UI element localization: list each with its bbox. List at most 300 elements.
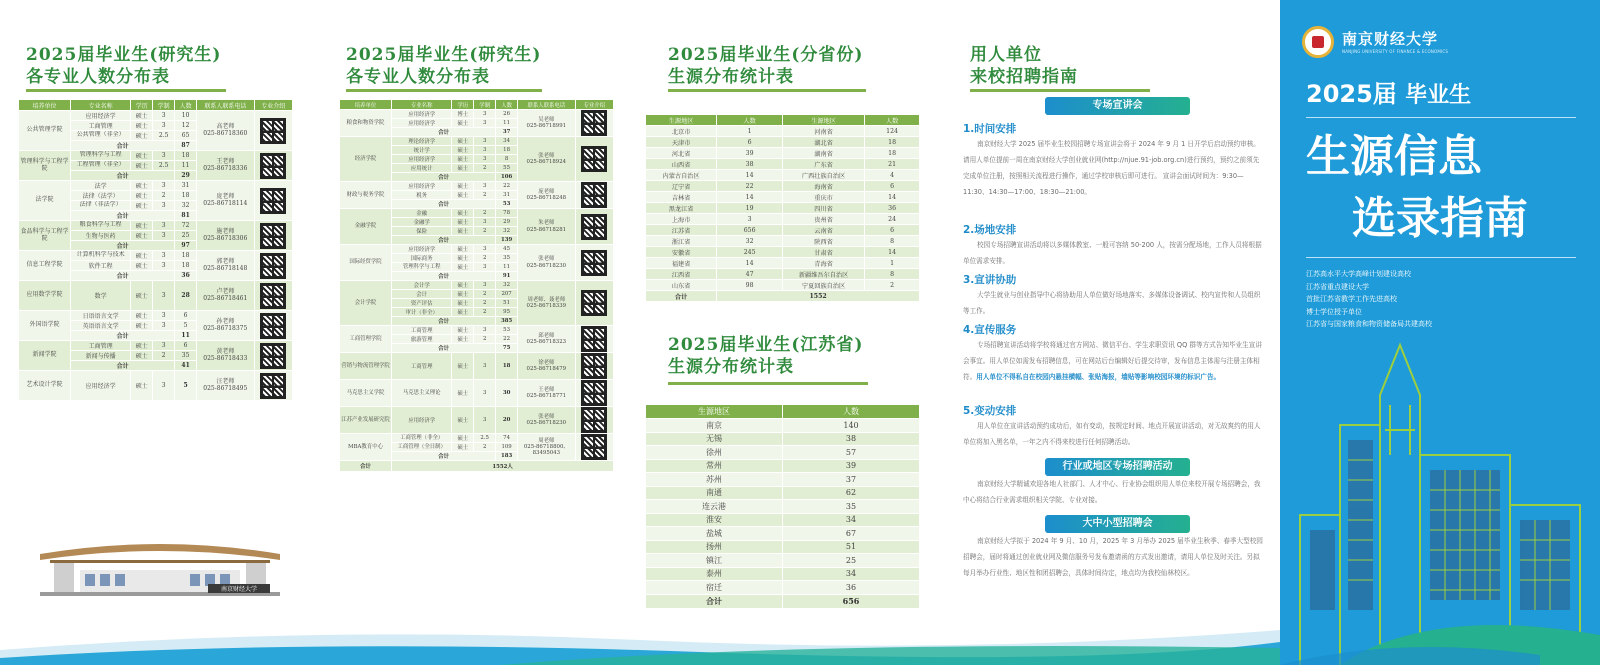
province-name: 福建省 [646, 258, 717, 269]
jiangsu-row [646, 500, 920, 514]
jiangsu-row [646, 486, 920, 500]
degree-cell: 硕士 [131, 371, 153, 401]
province-name: 云南省 [782, 225, 864, 236]
subtotal-label: 合计 [71, 241, 175, 251]
cover-tag: 博士学位授予单位 [1306, 307, 1362, 316]
pill-info-session: 专场宣讲会 [1045, 97, 1190, 115]
major-cell: 公共管理（非全） [71, 131, 131, 141]
years-cell: 3 [153, 121, 175, 131]
degree-cell: 硕士 [131, 191, 153, 201]
count-cell: 20 [496, 407, 518, 434]
degree-cell: 硕士 [452, 191, 474, 200]
province-row [646, 236, 920, 247]
major-cell: 英语语言文学 [71, 321, 131, 331]
degree-cell: 硕士 [452, 137, 474, 146]
unit-cell: MBA教育中心 [340, 434, 392, 461]
subtotal-value: 97 [175, 241, 197, 251]
major-cell: 应用经济学 [392, 245, 452, 254]
city-count: 34 [783, 513, 920, 527]
panel-grad-majors-1 [0, 0, 312, 665]
years-cell: 2.5 [474, 434, 496, 443]
table-row [340, 209, 614, 218]
university-name: 南京财经大学 [1342, 30, 1439, 48]
city-name: 宿迁 [646, 581, 783, 595]
province-row [646, 137, 920, 148]
panel4-heading [970, 44, 1078, 88]
province-name: 湖南省 [782, 148, 864, 159]
qr-cell [254, 281, 292, 311]
years-cell: 3 [153, 111, 175, 121]
jiangsu-row [646, 459, 920, 473]
degree-cell: 硕士 [452, 326, 474, 335]
table-row [340, 353, 614, 380]
panel2-title-line1: 2025届毕业生(研究生) [346, 45, 542, 65]
major-cell: 计算机科学与技术 [71, 251, 131, 261]
subtotal-label: 合计 [392, 272, 496, 281]
years-cell: 3 [474, 263, 496, 272]
province-name: 安徽省 [646, 247, 717, 258]
contact-cell: 郭老师 025-86718148 [197, 251, 255, 281]
years-cell: 3 [474, 281, 496, 290]
qr-code-icon [260, 223, 286, 249]
qr-cell [575, 281, 613, 326]
table-row [19, 181, 293, 191]
cover-tag: 江苏省与国家粮食和物资储备局共建高校 [1306, 320, 1432, 328]
city-count: 35 [783, 500, 920, 514]
province-name: 甘肃省 [782, 247, 864, 258]
major-cell: 应用统计 [392, 164, 452, 173]
province-name: 江苏省 [646, 225, 717, 236]
count-cell: 31 [175, 181, 197, 191]
column-header: 生源地区 [782, 115, 864, 126]
count-cell: 78 [496, 209, 518, 218]
degree-cell: 硕士 [131, 131, 153, 141]
qr-cell [254, 151, 292, 181]
years-cell: 3 [474, 245, 496, 254]
province-name: 宁夏回族自治区 [782, 280, 864, 291]
years-cell: 3 [474, 137, 496, 146]
major-cell: 法学 [71, 181, 131, 191]
province-name: 浙江省 [646, 236, 717, 247]
years-cell: 3 [153, 261, 175, 271]
major-cell: 税务 [392, 191, 452, 200]
province-name: 山东省 [646, 280, 717, 291]
subtotal-value: 91 [496, 272, 518, 281]
degree-cell: 硕士 [452, 182, 474, 191]
qr-code-icon [581, 290, 607, 316]
major-cell: 应用经济学 [392, 407, 452, 434]
years-cell: 2.5 [153, 161, 175, 171]
guide-heading-bar [970, 89, 1150, 92]
city-count: 51 [783, 540, 920, 554]
count-cell: 12 [175, 121, 197, 131]
province-count: 14 [865, 247, 920, 258]
degree-cell: 硕士 [452, 443, 474, 452]
years-cell: 3 [474, 119, 496, 128]
province-name: 天津市 [646, 137, 717, 148]
province-name: 广西壮族自治区 [782, 170, 864, 181]
years-cell: 2.5 [153, 131, 175, 141]
panel3-jiangsu-heading [668, 334, 863, 378]
unit-cell: 公共管理学院 [19, 111, 71, 151]
years-cell: 3 [474, 218, 496, 227]
qr-code-icon [581, 353, 607, 379]
subtotal-label: 合计 [392, 344, 496, 353]
jiangsu-row [646, 419, 920, 433]
contact-cell: 张老师 025-86718230 [518, 407, 576, 434]
major-cell: 审计（非全） [392, 308, 452, 317]
degree-cell: 硕士 [131, 321, 153, 331]
degree-cell: 硕士 [452, 290, 474, 299]
count-cell: 53 [496, 326, 518, 335]
major-cell: 资产评估 [392, 299, 452, 308]
count-cell: 26 [496, 110, 518, 119]
major-cell: 生物与医药 [71, 231, 131, 241]
count-cell: 18 [175, 191, 197, 201]
qr-code-icon [581, 434, 607, 460]
jiangsu-total-row [646, 594, 920, 608]
major-cell: 粮食科学与工程 [71, 221, 131, 231]
jiangsu-heading-bar [668, 382, 868, 385]
years-cell: 2 [474, 254, 496, 263]
contact-cell: 王老师 025-86718336 [197, 151, 255, 181]
degree-cell: 硕士 [452, 263, 474, 272]
province-name: 北京市 [646, 126, 717, 137]
province-row [646, 258, 920, 269]
province-heading-bar [668, 89, 866, 92]
count-cell: 55 [496, 164, 518, 173]
promo-text-highlight: 用人单位不得私自在校园内悬挂横幅、张贴海报，墙贴等影响校园环境的标识广告。 [976, 373, 1221, 381]
city-count: 67 [783, 527, 920, 541]
years-cell: 3 [474, 110, 496, 119]
table-row [340, 380, 614, 407]
years-cell: 3 [474, 182, 496, 191]
province-total-value: 1552 [717, 291, 920, 302]
unit-cell: 法学院 [19, 181, 71, 221]
years-cell: 2 [474, 164, 496, 173]
degree-cell: 硕士 [452, 146, 474, 155]
contact-cell: 汪老师 025-86718495 [197, 371, 255, 401]
city-name: 泰州 [646, 567, 783, 581]
table-row [19, 251, 293, 261]
city-count: 25 [783, 554, 920, 568]
degree-cell: 硕士 [452, 281, 474, 290]
city-name: 苏州 [646, 473, 783, 487]
degree-cell: 硕士 [452, 209, 474, 218]
unit-cell: 金融学院 [340, 209, 392, 245]
city-count: 34 [783, 567, 920, 581]
table-row [340, 137, 614, 146]
province-name: 广东省 [782, 159, 864, 170]
unit-cell: 应用数学学院 [19, 281, 71, 311]
section-change-text: 用人单位在宣讲活动预约成功后，如有变动，按规定时间、地点开展宣讲活动，对无故爽约的用人单位将加入黑名单，一年之内不得来校进行任何招聘活动。 [963, 422, 1261, 446]
degree-cell: 硕士 [452, 308, 474, 317]
province-row [646, 192, 920, 203]
column-header: 学制 [474, 100, 496, 110]
years-cell: 3 [153, 321, 175, 331]
city-name: 无锡 [646, 432, 783, 446]
major-cell: 保险 [392, 227, 452, 236]
cover-big-title-2: 选录指南 [1352, 193, 1528, 244]
pill-job-fair: 大中小型招聘会 [1045, 515, 1190, 533]
panel-recruitment-guide [960, 0, 1280, 665]
jiangsu-row [646, 513, 920, 527]
table-row [340, 110, 614, 119]
years-cell: 3 [153, 221, 175, 231]
qr-code-icon [581, 214, 607, 240]
city-name: 南通 [646, 486, 783, 500]
city-count: 39 [783, 459, 920, 473]
cover-divider-top [1306, 117, 1576, 118]
qr-cell [575, 407, 613, 434]
jiangsu-row [646, 432, 920, 446]
province-name: 重庆市 [782, 192, 864, 203]
major-cell: 工商管理 [392, 353, 452, 380]
subtotal-label: 合计 [71, 361, 175, 371]
years-cell: 2 [474, 335, 496, 344]
degree-cell: 硕士 [452, 434, 474, 443]
province-count: 4 [865, 170, 920, 181]
job-fair-text: 南京财经大学拟于 2024 年 9 月、10 月，2025 年 3 月举办 2025 届毕业生秋季、春季大型校园招聘会，届时将通过创业就业网及微信服务号发布邀请函的方式发出邀请，请用人单位及时关注。另拟每月举办行业性、地区性和团招聘会，具体时间待定，地点均为我校仙林校区。 [963, 537, 1263, 577]
column-header: 生源地区 [646, 405, 783, 419]
count-cell: 74 [496, 434, 518, 443]
gate-sign-text: 南京财经大学 [220, 586, 258, 593]
province-name: 山西省 [646, 159, 717, 170]
degree-cell: 硕士 [131, 121, 153, 131]
qr-cell [575, 434, 613, 461]
unit-cell: 工商管理学院 [340, 326, 392, 353]
province-count: 14 [717, 192, 783, 203]
province-count: 39 [717, 148, 783, 159]
count-cell: 25 [175, 231, 197, 241]
province-count: 14 [865, 192, 920, 203]
province-name: 内蒙古自治区 [646, 170, 717, 181]
qr-code-icon [581, 407, 607, 433]
subtotal-value: 75 [496, 344, 518, 353]
city-count: 57 [783, 446, 920, 460]
years-cell: 2 [474, 299, 496, 308]
degree-cell: 硕士 [452, 353, 474, 380]
grand-total-value: 1552人 [392, 461, 614, 472]
column-header: 专业介绍 [575, 100, 613, 110]
cover-big-title-1: 生源信息 [1306, 131, 1482, 182]
province-count: 22 [717, 181, 783, 192]
table-header-row [340, 100, 614, 110]
panel-province-stats [640, 0, 950, 665]
column-header: 联系人联系电话 [197, 100, 255, 111]
subtotal-label: 合计 [71, 141, 175, 151]
table-row [340, 407, 614, 434]
years-cell: 3 [153, 341, 175, 351]
contact-cell: 王老师 025-86718771 [518, 380, 576, 407]
province-count: 98 [717, 280, 783, 291]
qr-code-icon [260, 313, 286, 339]
province-count: 18 [865, 137, 920, 148]
grand-total-row [340, 461, 614, 472]
province-count: 656 [717, 225, 783, 236]
table-row [19, 341, 293, 351]
major-cell: 应用经济学 [392, 119, 452, 128]
count-cell: 72 [175, 221, 197, 231]
qr-code-icon [260, 343, 286, 369]
province-row [646, 181, 920, 192]
years-cell: 3 [153, 181, 175, 191]
column-header: 培养单位 [19, 100, 71, 111]
years-cell: 2 [474, 191, 496, 200]
province-count: 19 [717, 203, 783, 214]
major-cell: 统计学 [392, 146, 452, 155]
years-cell: 2 [153, 351, 175, 361]
degree-cell: 硕士 [131, 231, 153, 241]
province-count: 36 [865, 203, 920, 214]
province-row [646, 280, 920, 291]
count-cell: 11 [496, 119, 518, 128]
column-header: 人数 [496, 100, 518, 110]
subtotal-value: 29 [175, 171, 197, 181]
subtotal-label: 合计 [71, 171, 175, 181]
count-cell: 34 [496, 137, 518, 146]
jiangsu-row [646, 527, 920, 541]
count-cell: 18 [496, 146, 518, 155]
years-cell: 2 [474, 443, 496, 452]
panel3-province-heading [668, 44, 863, 88]
table-row [340, 245, 614, 254]
degree-cell: 硕士 [131, 281, 153, 311]
section-time-title: 1.时间安排 [963, 123, 1017, 135]
degree-cell: 硕士 [131, 151, 153, 161]
degree-cell: 硕士 [131, 351, 153, 361]
years-cell: 2 [153, 191, 175, 201]
unit-cell: 艺术设计学院 [19, 371, 71, 401]
degree-cell: 硕士 [131, 251, 153, 261]
degree-cell: 硕士 [452, 335, 474, 344]
province-total-label: 合计 [646, 291, 717, 302]
panel1-title-line2: 各专业人数分布表 [26, 67, 170, 87]
major-cell: 会计学 [392, 281, 452, 290]
degree-cell: 硕士 [452, 155, 474, 164]
degree-cell: 硕士 [452, 119, 474, 128]
province-count: 124 [865, 126, 920, 137]
degree-cell: 硕士 [452, 245, 474, 254]
panel-grad-majors-2 [320, 0, 630, 665]
years-cell: 3 [474, 155, 496, 164]
contact-cell: 庞老师 025-86718248 [518, 182, 576, 209]
qr-code-icon [581, 182, 607, 208]
count-cell: 18 [496, 353, 518, 380]
subtotal-value: 37 [496, 128, 518, 137]
column-header: 学历 [131, 100, 153, 111]
column-header: 专业名称 [71, 100, 131, 111]
qr-cell [575, 182, 613, 209]
years-cell: 3 [474, 407, 496, 434]
qr-code-icon [581, 146, 607, 172]
province-count: 6 [717, 137, 783, 148]
years-cell: 3 [474, 146, 496, 155]
province-count: 14 [717, 170, 783, 181]
qr-cell [575, 326, 613, 353]
subtotal-value: 11 [175, 331, 197, 341]
province-count: 2 [865, 280, 920, 291]
province-row [646, 170, 920, 181]
count-cell: 22 [496, 182, 518, 191]
major-cell: 国际商务 [392, 254, 452, 263]
count-cell: 18 [175, 151, 197, 161]
years-cell: 2 [474, 209, 496, 218]
table-row [19, 151, 293, 161]
qr-code-icon [581, 250, 607, 276]
degree-cell: 硕士 [131, 181, 153, 191]
degree-cell: 硕士 [131, 311, 153, 321]
major-cell: 金融学 [392, 218, 452, 227]
panel2-heading [346, 44, 541, 88]
province-title-line1: 2025届毕业生(分省份) [668, 45, 864, 65]
province-title-line2: 生源分布统计表 [668, 67, 794, 87]
subtotal-value: 53 [496, 200, 518, 209]
contact-cell: 朱老师 025-86718281 [518, 209, 576, 245]
province-total-row [646, 291, 920, 302]
province-name: 吉林省 [646, 192, 717, 203]
years-cell: 2 [474, 308, 496, 317]
qr-cell [254, 371, 292, 401]
qr-cell [575, 353, 613, 380]
count-cell: 22 [496, 335, 518, 344]
grand-total-label: 合计 [340, 461, 392, 472]
qr-cell [254, 341, 292, 371]
contact-cell: 邱老师 025-86718323 [518, 326, 576, 353]
major-cell: 工商管理 [392, 326, 452, 335]
qr-code-icon [581, 326, 607, 352]
unit-cell: 财政与税务学院 [340, 182, 392, 209]
degree-cell: 硕士 [131, 111, 153, 121]
province-name: 辽宁省 [646, 181, 717, 192]
province-count: 1 [865, 258, 920, 269]
count-cell: 109 [496, 443, 518, 452]
table-row [19, 111, 293, 121]
major-cell: 应用经济学 [392, 110, 452, 119]
subtotal-value: 183 [496, 452, 518, 461]
qr-code-icon [260, 253, 286, 279]
jiangsu-row [646, 540, 920, 554]
province-count: 3 [717, 214, 783, 225]
unit-cell: 外国语学院 [19, 311, 71, 341]
city-name: 徐州 [646, 446, 783, 460]
degree-cell: 硕士 [452, 380, 474, 407]
major-cell: 工商管理 [71, 341, 131, 351]
panel2-heading-bar [346, 89, 542, 92]
jiangsu-title-line1: 2025届毕业生(江苏省) [668, 335, 864, 355]
guide-title-line2: 来校招聘指南 [970, 67, 1078, 87]
count-cell: 51 [496, 299, 518, 308]
major-cell: 理论经济学 [392, 137, 452, 146]
subtotal-label: 合计 [71, 211, 175, 221]
contact-cell: 周老师、聂老师 025-86718339 [518, 281, 576, 326]
column-header: 学制 [153, 100, 175, 111]
column-header: 生源地区 [646, 115, 717, 126]
years-cell: 2 [474, 227, 496, 236]
subtotal-value: 385 [496, 317, 518, 326]
column-header: 人数 [865, 115, 920, 126]
province-name: 新疆维吾尔自治区 [782, 269, 864, 280]
subtotal-label: 合计 [392, 452, 496, 461]
major-cell: 工商管理（全日制） [392, 443, 452, 452]
degree-cell: 硕士 [131, 161, 153, 171]
count-cell: 5 [175, 371, 197, 401]
column-header: 培养单位 [340, 100, 392, 110]
province-count: 6 [865, 225, 920, 236]
cover-tag: 江苏省重点建设大学 [1306, 282, 1369, 291]
major-cell: 会计 [392, 290, 452, 299]
panel2-title-line2: 各专业人数分布表 [346, 67, 490, 87]
